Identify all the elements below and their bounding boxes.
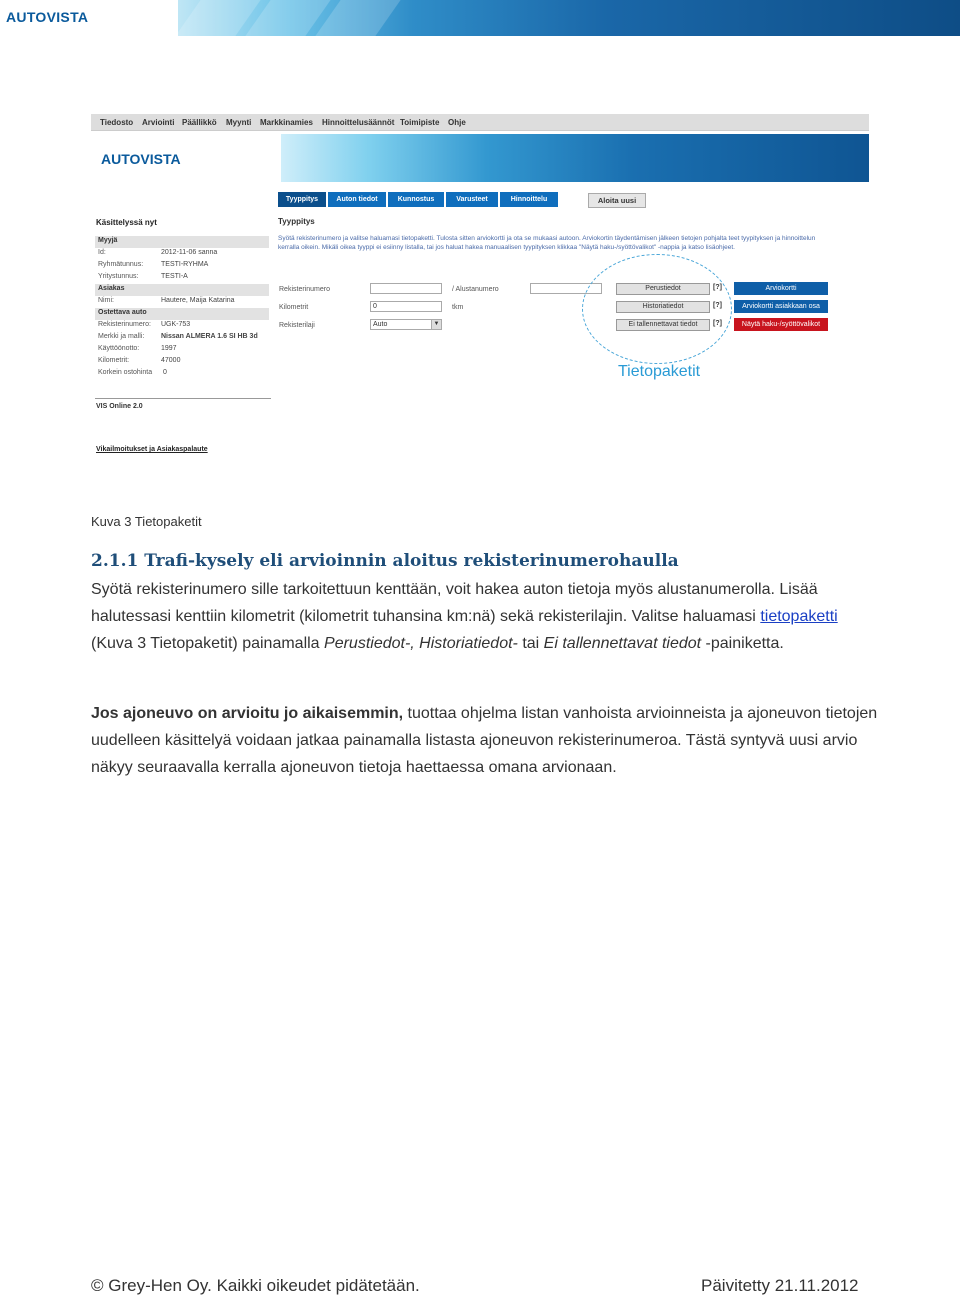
paragraph-2: Jos ajoneuvo on arvioitu jo aikaisemmin, tuottaa ohjelma listan vanhoista arvioinneista ja ajoneuvon tietojen uudelleen käsittelyä voidaan jatkaa painamalla listasta ajoneuvon rekisterinumeroa. Tästä syntyvä uusi arvio näkyy seuraavalla kerralla ajoneuvon tietoja haettaessa omana arvionaan. — [91, 705, 878, 776]
show-search-menus-button[interactable]: Näytä haku-/syöttövalikot — [734, 318, 828, 331]
km-label: Kilometrit — [279, 304, 309, 311]
help-icon[interactable]: [?] — [713, 284, 722, 291]
vehicle-type-label: Rekisterilaji — [279, 322, 315, 329]
version-label: VIS Online 2.0 — [96, 403, 143, 410]
tab-tyyppitys[interactable]: Tyyppitys — [278, 192, 326, 207]
help-icon[interactable]: [?] — [713, 302, 722, 309]
updated-date: Päivitetty 21.11.2012 — [701, 1276, 859, 1295]
sidebar-row: Korkein ostohinta 0 — [98, 369, 167, 376]
sidebar-section-ostettava-auto: Ostettava auto — [95, 308, 269, 320]
app-logo: AUTOVISTA — [101, 151, 181, 167]
vehicle-type-select[interactable]: Auto ▼ — [370, 319, 442, 330]
arviokortti-button[interactable]: Arviokortti — [734, 282, 828, 295]
menu-arviointi[interactable]: Arviointi — [142, 118, 175, 127]
reg-number-label: Rekisterinumero — [279, 286, 330, 293]
sidebar-row: Merkki ja malli: Nissan ALMERA 1.6 SI HB 3d — [98, 333, 258, 340]
menu-ohje[interactable]: Ohje — [448, 118, 466, 127]
menu-toimipiste[interactable]: Toimipiste — [400, 118, 440, 127]
app-banner — [91, 134, 869, 182]
sidebar-row: Käyttöönotto: 1997 — [98, 345, 177, 352]
restart-button[interactable]: Aloita uusi — [588, 193, 646, 208]
sidebar-section-myyja: Myyjä — [95, 236, 269, 248]
sidebar-row: Nimi: Hautere, Maija Katarina — [98, 297, 235, 304]
sidebar-row: Rekisterinumero: UGK-753 — [98, 321, 191, 328]
tab-auton-tiedot[interactable]: Auton tiedot — [328, 192, 386, 207]
arviokortti-asiakas-button[interactable]: Arviokortti asiakkaan osa — [734, 300, 828, 313]
menu-bar — [91, 114, 869, 131]
chassis-number-label: / Alustanumero — [452, 286, 499, 293]
menu-myynti[interactable]: Myynti — [226, 118, 252, 127]
chevron-down-icon: ▼ — [431, 320, 441, 329]
sidebar-section-asiakas: Asiakas — [95, 284, 269, 296]
sidebar-row: Id: 2012-11-06 sanna — [98, 249, 218, 256]
km-input[interactable]: 0 — [370, 301, 442, 312]
menu-paallikko[interactable]: Päällikkö — [182, 118, 217, 127]
page-header — [0, 0, 960, 36]
app-screenshot — [91, 114, 869, 464]
section-heading: 2.1.1 Trafi-kysely eli arvioinnin aloitus rekisterinumerohaulla — [91, 551, 679, 571]
sidebar-heading: Käsittelyssä nyt — [96, 218, 157, 227]
km-unit: tkm — [452, 304, 464, 311]
section-title: Tyyppitys — [278, 217, 315, 226]
instructions-text: Syötä rekisterinumero ja valitse haluamasi tietopaketti. Tulosta sitten arviokortti ja ota se mukaasi autoon. Arviokortin täydentämisen jälkeen tietojen pohjalta teet tyypityksen ja hinnoittelun kerralla oikein. Mikäli oikea tyyppi ei esiinny listalla, tai jos haluat hakea manuaalisen tyypityksen klikkaa "Näytä haku-/syöttövalikot" -nappia ja katso lisäohjeet. — [278, 235, 816, 251]
sidebar-row: Kilometrit: 47000 — [98, 357, 181, 364]
tab-kunnostus[interactable]: Kunnostus — [388, 192, 444, 207]
menu-hinnoittelusaannot[interactable]: Hinnoittelusäännöt — [322, 118, 395, 127]
copyright-footer: © Grey-Hen Oy. Kaikki oikeudet pidätetään. — [91, 1276, 420, 1295]
reg-number-input[interactable] — [370, 283, 442, 294]
paragraph-1: Syötä rekisterinumero sille tarkoitettuun kenttään, voit hakea auton tietoja myös alustanumerolla. Lisää halutessasi kenttiin kilometrit (kilometrit tuhansina km:nä) sekä rekisterilajin. Valitse haluamasi tietopaketti (Kuva 3 Tietopaketit) painamalla Perustiedot-, Historiatiedot- tai Ei tallennettavat tiedot -painiketta. — [91, 581, 838, 652]
sidebar-row: Yritystunnus: TESTI-A — [98, 273, 188, 280]
feedback-link[interactable]: Vikailmoitukset ja Asiakaspalaute — [96, 446, 208, 453]
historiatiedot-button[interactable]: Historiatiedot — [616, 301, 710, 313]
perustiedot-button[interactable]: Perustiedot — [616, 283, 710, 295]
menu-markkinamies[interactable]: Markkinamies — [260, 118, 313, 127]
sidebar-divider — [95, 398, 271, 399]
tab-varusteet[interactable]: Varusteet — [446, 192, 498, 207]
sidebar-row: Ryhmätunnus: TESTI-RYHMA — [98, 261, 209, 268]
autovista-logo: AUTOVISTA — [6, 9, 89, 25]
header-banner — [178, 0, 960, 36]
tab-hinnoittelu[interactable]: Hinnoittelu — [500, 192, 558, 207]
highlight-ellipse — [582, 254, 732, 364]
help-icon[interactable]: [?] — [713, 320, 722, 327]
menu-tiedosto[interactable]: Tiedosto — [100, 118, 134, 127]
tietopaketti-link[interactable]: tietopaketti — [760, 608, 838, 625]
figure-caption: Kuva 3 Tietopaketit — [91, 514, 202, 529]
ei-tallennettavat-button[interactable]: Ei tallennettavat tiedot — [616, 319, 710, 331]
app-banner-band — [281, 134, 869, 182]
annotation-label: Tietopaketit — [618, 363, 701, 380]
